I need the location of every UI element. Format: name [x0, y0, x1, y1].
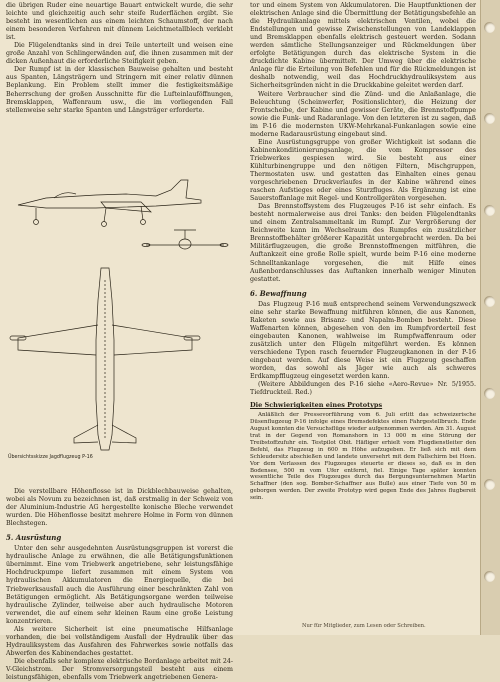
paragraph: Unter den sehr ausgedehnten Ausrüstungsgruppen ist vorerst die hydraulische Anlage zu erwähnen, die alle Betätigungsfunktionen übernimmt. Eine vom Triebwerk angetriebene, sehr leistungsfähige Hochdruckpumpe liefert zusammen mit einem System von hydraulischen Akkumulatoren die Energiequelle, die bei Triebwerksausfall auch die Ausführung einer beschränkten Zahl von Betätigungen ermöglicht. Als Betätigungsorgane werden teilweise hydraulische Zylinder, teilweise aber auch hydraulische Motoren verwendet, die auf einem sehr kleinen Raum eine große Leistung konzentrieren. — [6, 545, 233, 625]
punch-hole — [484, 479, 495, 490]
right-column — [250, 2, 476, 502]
paragraph: Als weitere Sicherheit ist eine pneumatische Hilfsanlage vorhanden, die bei vollständigem Ausfall der Hydraulik über das Hydrauliksystem das Ausfahren des Fahrwerkes sowie notfalls das Abwerfen des Kabinendaches gestattet. — [6, 625, 233, 657]
punch-hole — [484, 388, 495, 399]
punch-hole — [484, 571, 495, 582]
left-column-bottom — [6, 488, 233, 682]
punch-hole — [484, 22, 495, 33]
section-heading: Die Schwierigkeiten eines Prototyps — [250, 401, 383, 410]
paragraph: die übrigen Ruder eine neuartige Bauart entwickelt wurde, die sehr leichte und gleichzeitig auch sehr steife Ruderflächen ergibt. Sie besteht im wesentlichen aus einem leichten Schaumstoff, der nach einem besonderen Verfahren mit dünnem Leichtmetallblech verklebt ist. — [6, 2, 233, 42]
side-view — [18, 180, 201, 227]
paragraph: Weitere Verbraucher sind die Zünd- und die Anlaßanlage, die Beleuchtung (Scheinwerfer, Positionslichter), die Heizung der Frontscheibe, der Kabine und gewisser Geräte, die Brennstoffpumpe sowie die Funk- und Radaranlage. Von den letzteren ist zu sagen, daß im P-16 die modernsten UKW-Mehrkanal-Funkanlagen sowie eine moderne Radarausrüstung eingebaut sind. — [250, 90, 476, 138]
paragraph: Das Brennstoffsystem des Flugzeuges P-16 ist sehr einfach. Es besteht normalerweise aus drei Tanks: den beiden Flügelendtanks und einem Zentralsammeltank im Rumpf. Zur Vergrößerung der Reichweite kann im Wechselraum des Rumpfes ein zusätzlicher Brennstoffbehälter größerer Kapazität untergebracht werden. Da bei Militärflugzeugen, die große Brennstoffmengen mitführen, die Auftankzeit eine große Rolle spielt, wurde beim P-16 eine moderne Schnelltankanlage vorgesehen, die mit Hilfe eines Außenbordanschlusses das Auftanken innerhalb weniger Minuten gestattet. — [250, 203, 476, 283]
paragraph: Der Rumpf ist in der klassischen Bauweise gehalten und besteht aus Spanten, Längsträgern und Stringern mit einer relativ dünnen Beplankung. Ein Problem stellt immer die festigkeitsmäßige Beherrschung der großen Ausschnitte für die Lufteinlauföffnungen, Bremsklappen, Waffenraum usw., die im vorliegenden Fall stellenweise sehr starke Spanten und Längsträger erforderte. — [6, 66, 233, 114]
paragraph: Anläßlich der Pressevorführung vom 6. Juli erlitt das schweizerische Düsenflugzeug P-16 infolge eines Bremsdefektes einen Fahrgestellbruch. Ende August konnten die Versuchsflüge wieder aufgenommen werden. Am 31. August trat in der Gegend von Romanshorn in 13 000 m eine Störung der Treibstoffzufuhr ein. Testpilot Obit. Häfliger erhielt vom Flugdienstleiter den Befehl, das Flugzeug in 600 m Höhe aufzugeben. Er ließ sich mit dem Schleudersitz abschießen und landete unversehrt mit dem Fallschirm bei Hosn. Vor dem Verlassen des Flugzeuges steuerte er dieses so, daß es in den Bodensee, 500 m vom Ufer entfernt, fiel. Einige Tage später konnten wesentliche Teile des Flugzeuges durch das Bergungsunternehmen Martin Schaffner (den sog. Bomber-Schaffner aus Bulle) aus einer Tiefe von 50 m geborgen werden. Der zweite Prototyp wird gegen Ende des Jahres flugbereit sein. — [250, 412, 476, 502]
section-heading: 6. Bewaffnung — [250, 288, 307, 298]
front-view — [142, 230, 228, 249]
binder-margin — [480, 0, 500, 635]
aircraft-diagram — [6, 150, 233, 462]
footer-note: Nur für Mitglieder, zum Lesen oder Schreiben. — [302, 623, 426, 629]
paragraph: Die Flügelendtanks sind in drei Teile unterteilt und weisen eine große Anzahl von Schlingerwänden auf, die ihnen zusammen mit der dicken Außenhaut die erforderliche Steifigkeit geben. — [6, 42, 233, 66]
editor-note: (Weitere Abbildungen des P-16 siehe «Aero-Revue» Nr. 5/1955. Tiefdruckteil. Red.) — [250, 381, 476, 397]
section-heading: 5. Ausrüstung — [6, 533, 62, 543]
punch-hole — [484, 113, 495, 124]
paragraph: tor und einem System von Akkumulatoren. Die Hauptfunktionen der elektrischen Anlage sind die Übermittlung der Betätigungsbefehle an die Hydraulikanlage mittels elektrischen Ventilen, wobei die Endstellungen und gewisse Zwischenstellungen von Landeklappen und Bremsklappen ebenfalls elektrisch gesteuert werden. Sodann werden sämtliche Stellungsanzeiger und Rückmeldungen über erfolgte Betätigungen durch das elektrische System in die druckdichte Kabine übermittelt. Der Umweg über die elektrische Anlage für die Erteilung von Befehlen und für die Rückmeldungen ist deshalb notwendig, weil das Hochdruckhydrauliksystem aus Sicherheitsgründen nicht in die Druckkabine geleitet werden darf. — [250, 2, 476, 90]
punch-hole — [484, 205, 495, 216]
punch-hole — [484, 296, 495, 307]
paragraph: Die ebenfalls sehr komplexe elektrische Bordanlage arbeitet mit 24-V-Gleichstrom. Der Stromversorgungsteil besteht aus einem leistungsfähigen, ebenfalls vom Triebwerk angetriebenen Genera- — [6, 657, 233, 682]
figure-caption: Übersichtsskizze Jagdflugzeug P-16 — [8, 455, 93, 460]
paragraph: Die verstellbare Höhenflosse ist in Dickblechbauweise gehalten, wobei als Novum zu bezeichnen ist, daß erstmalig in der Schweiz von der Aluminium-Industrie AG hergestellte konische Bleche verwendet wurden. Die Höhenflosse besitzt mehrere Holme in Form von dünnen Blechstegen. — [6, 488, 233, 528]
paragraph: Eine Ausrüstungsgruppe von großer Wichtigkeit ist sodann die Kabinenkonditionierungsanlage, die vom Kompressor des Triebwerkes gespiesen wird. Sie besteht aus einer Kühlturbinengruppe und den nötigen Filtern, Mischgruppen, Thermostaten usw. und gestatten das Einhalten eines genau vorgeschriebenen Druckverlaufes in der Kabine während eines raschen Aufstieges oder eines Sturzfluges. Als Ergänzung ist eine Sauerstoffanlage mit Regel- und Kontrollgeräten vorgesehen. — [250, 138, 476, 203]
paragraph: Das Flugzeug P-16 muß entsprechend seinem Verwendungszweck eine sehr starke Bewaffnung mitführen können, die aus Kanonen, Raketen sowie aus Brisanz- und Napalm-Bomben besteht. Diese Waffenarten können, abgesehen von den im Rumpfvorderteil fest eingebauten Kanonen, wahlweise im Rumpfwaffenraum oder zusätzlich unter den Flügeln mitgeführt werden. Es können verschiedene Typen rasch feuernder Flugzeugkanonen in der P-16 eingebaut werden. Auf diese Weise ist ein Flugzeug geschaffen worden, das sowohl als Jäger wie auch als schweres Erdkampfflugzeug eingesetzt werden kann. — [250, 300, 476, 381]
left-column-top — [6, 2, 233, 115]
top-view — [10, 268, 200, 450]
